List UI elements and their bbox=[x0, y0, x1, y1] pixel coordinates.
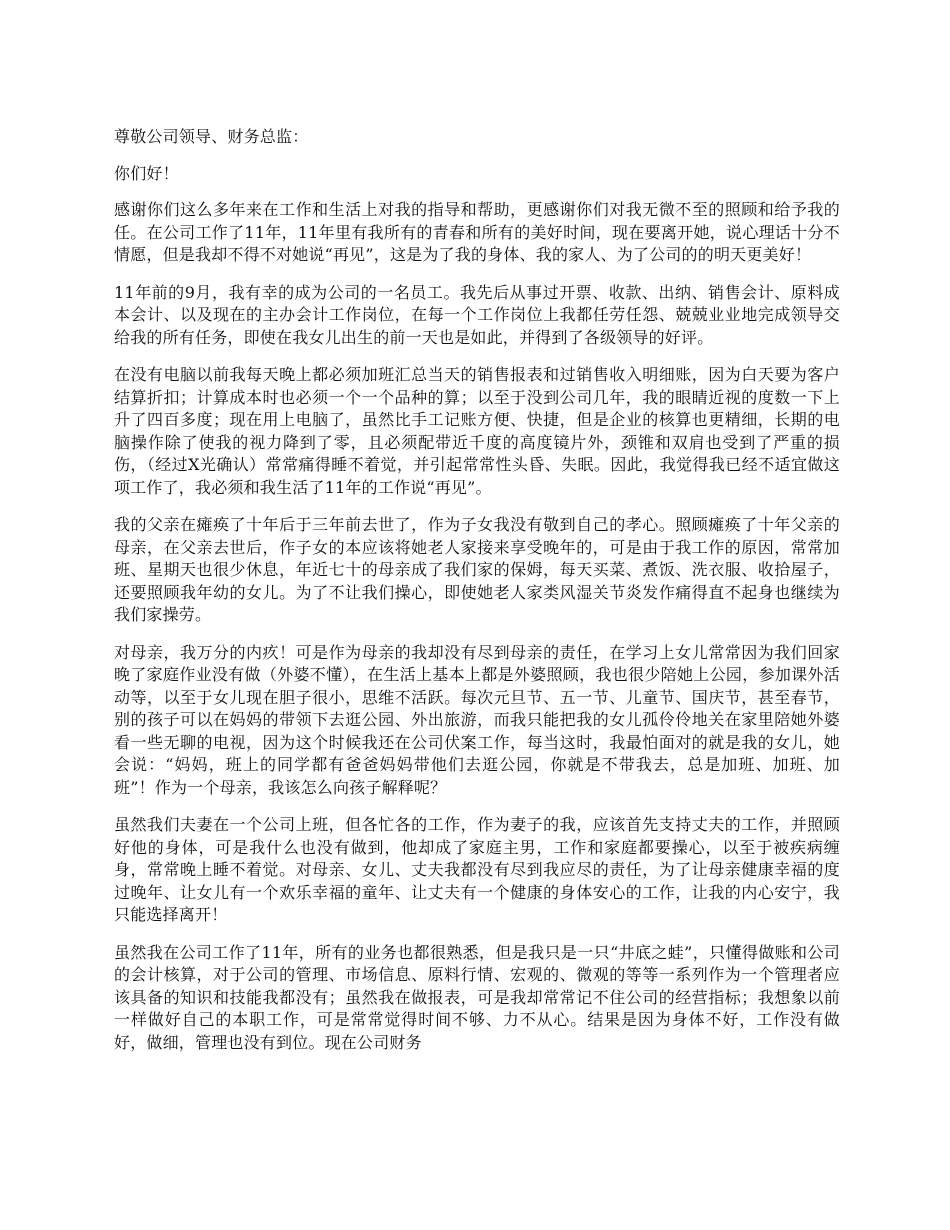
paragraph-skills: 虽然我在公司工作了11年，所有的业务也都很熟悉，但是我只是一只“井底之蛙”，只懂得做账和公司的会计核算，对于公司的管理、市场信息、原料行情、宏观的、微观的等等一系列作为一个管理者应该具备的知识和技能我都没有；虽然我在做报表，可是我却常常记不住公司的经营指标；我想象以前一样做好自己的本职工作，可是常常觉得时间不够、力不从心。结果是因为身体不好，工作没有做好，做细，管理也没有到位。现在公司财务 bbox=[114, 942, 840, 1052]
paragraph-work-history: 11年前的9月，我有幸的成为公司的一名员工。我先后从事过开票、收款、出纳、销售会计、原料成本会计、以及现在的主办会计工作岗位，在每一个工作岗位上我都任劳任怨、兢兢业业地完成领导交给我的所有任务，即使在我女儿出生的前一天也是如此，并得到了各级领导的好评。 bbox=[114, 282, 840, 347]
letter-salutation: 尊敬公司领导、财务总监： bbox=[114, 127, 309, 146]
paragraph-daughter: 对母亲，我万分的内疚！可是作为母亲的我却没有尽到母亲的责任，在学习上女儿常常因为我们回家晚了家庭作业没有做（外婆不懂），在生活上基本上都是外婆照顾，我也很少陪她上公园，参加课外活动等，以至于女儿现在胆子很小，思维不活跃。每次元旦节、五一节、儿童节、国庆节，甚至春节，别的孩子可以在妈妈的带领下去逛公园、外出旅游，而我只能把我的女儿孤伶伶地关在家里陪她外婆看一些无聊的电视，因为这个时候我还在公司伏案工作，每当这时，我最怕面对的就是我的女儿，她会说：“妈妈，班上的同学都有爸爸妈妈带他们去逛公园，你就是不带我去，总是加班、加班、加班”！作为一个母亲，我该怎么向孩子解释呢？ bbox=[114, 642, 840, 797]
paragraph-health: 在没有电脑以前我每天晚上都必须加班汇总当天的销售报表和过销售收入明细账，因为白天要为客户结算折扣；计算成本时也必须一个一个品种的算；以至于没到公司几年，我的眼睛近视的度数一下上升了四百多度；现在用上电脑了，虽然比手工记账方便、快捷，但是企业的核算也更精细，长期的电脑操作除了使我的视力降到了零，且必须配带近千度的高度镜片外，颈锥和双肩也受到了严重的损伤，（经过X光确认）常常痛得睡不着觉，并引起常常性头昏、失眠。因此，我觉得我已经不适宜做这项工作了，我必须和我生活了11年的工作说“再见”。 bbox=[114, 365, 840, 497]
letter-greeting: 你们好！ bbox=[114, 163, 179, 183]
paragraph-gratitude: 感谢你们这么多年来在工作和生活上对我的指导和帮助，更感谢你们对我无微不至的照顾和给予我的任。在公司工作了11年，11年里有我所有的青春和所有的美好时间，现在要离开她，说心理话十分不情愿，但是我却不得不对她说“再见”，这是为了我的身体、我的家人、为了公司的的明天更美好！ bbox=[114, 200, 840, 264]
paragraph-father-mother: 我的父亲在瘫痪了十年后于三年前去世了，作为子女我没有敬到自己的孝心。照顾瘫痪了十年父亲的母亲，在父亲去世后，作子女的本应该将她老人家接来享受晚年的，可是由于我工作的原因，常常加班、星期天也很少休息，年近七十的母亲成了我们家的保姆，每天买菜、煮饭、洗衣服、收拾屋子，还要照顾我年幼的女儿。为了不让我们操心，即使她老人家类风湿关节炎发作痛得直不起身也继续为我们家操劳。 bbox=[114, 515, 840, 624]
letter-body bbox=[114, 126, 840, 1069]
paragraph-husband: 虽然我们夫妻在一个公司上班，但各忙各的工作，作为妻子的我，应该首先支持丈夫的工作，并照顾好他的身体，可是我什么也没有做到，他却成了家庭主男，工作和家庭都要操心，以至于被疾病缠身，常常晚上睡不着觉。对母亲、女儿、丈夫我都没有尽到我应尽的责任，为了让母亲健康幸福的度过晚年、让女儿有一个欢乐幸福的童年、让丈夫有一个健康的身体安心的工作，让我的内心安宁，我只能选择离开！ bbox=[114, 815, 840, 924]
